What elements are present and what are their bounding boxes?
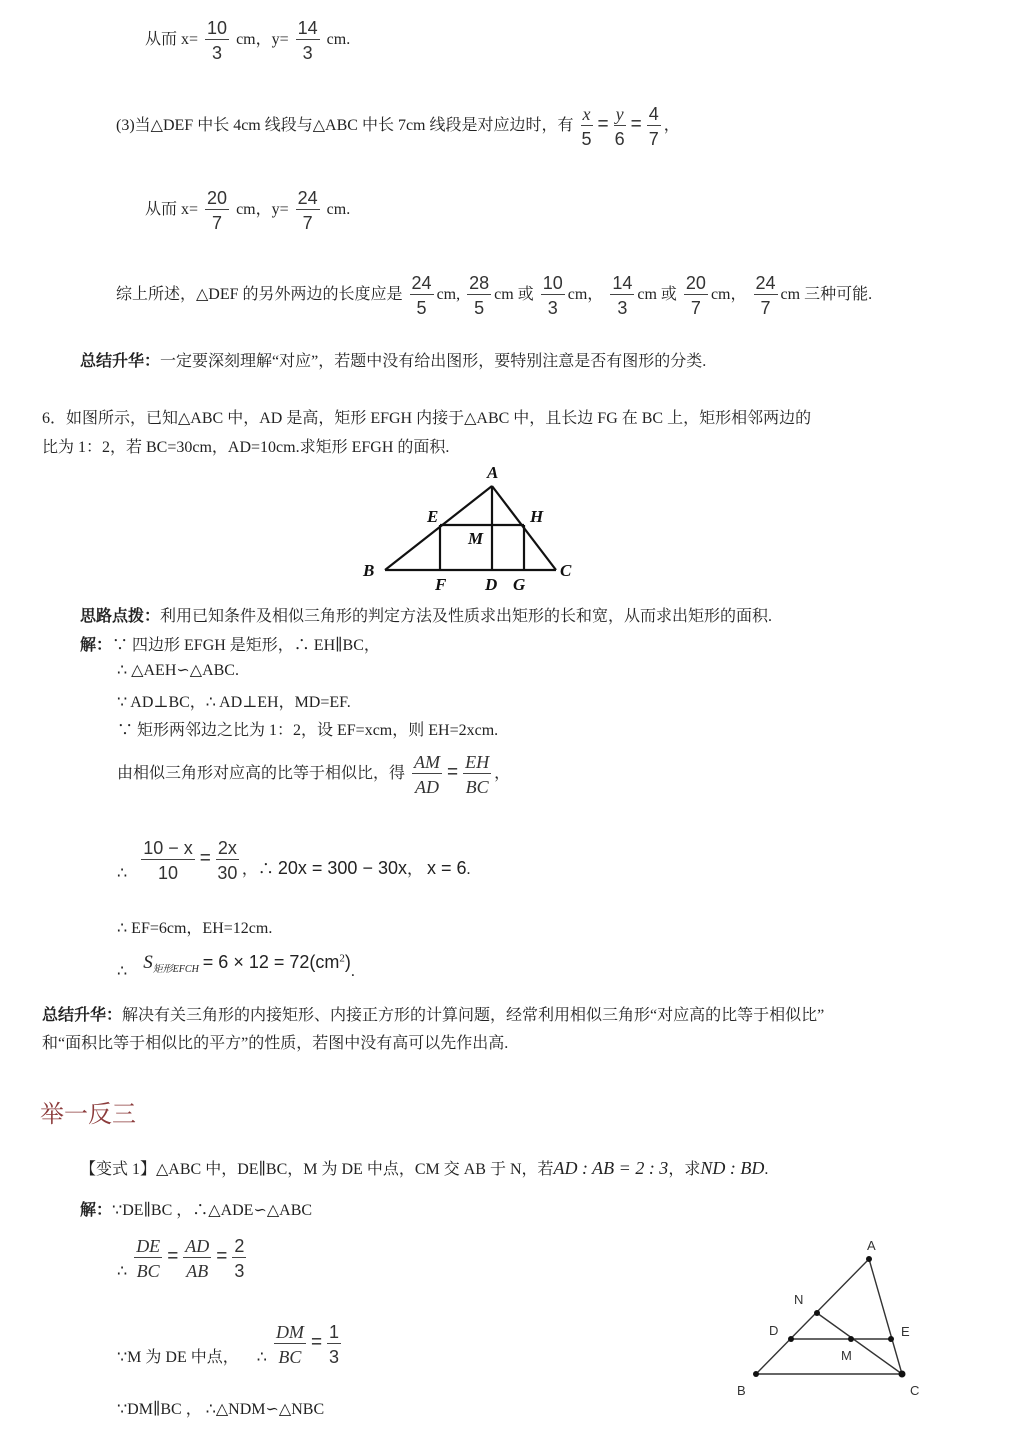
solution-line-4: ∵ 矩形两邻边之比为 1：2，设 EF=xcm，则 EH=2xcm. [117, 722, 499, 739]
fraction-eh-bc: $\frac{EH}{BC}$ [465, 752, 490, 797]
triangle-rectangle-figure [360, 460, 585, 595]
fraction: $\frac{20}{7}$ [685, 273, 706, 318]
point-n [814, 1310, 820, 1316]
point-d [788, 1336, 794, 1342]
section-heading: 举一反三 [40, 1101, 136, 1128]
fraction-2x-30: $\frac{2x}{30}$ [217, 838, 238, 883]
fraction: $\frac{28}{5}$ [469, 273, 490, 318]
solution-line-2: ∴ △AEH∽△ABC. [117, 662, 239, 679]
summary-2-line-1: 总结升华：解决有关三角形的内接矩形、内接正方形的计算问题，经常利用相似三角形“对应高的比等于相似比” [42, 1007, 825, 1024]
text: cm，y= [236, 201, 289, 219]
variant-1-solution-3: ∵M 为 DE 中点， ∴ $\frac{DM}{BC}$ = $\frac{1}{3}$ [117, 1322, 340, 1367]
solution-line-8: ∴ $S_{矩形EFCH} = 6 \times 12 = 72(cm^2)$. [117, 952, 355, 980]
label-h: H [530, 507, 544, 526]
point-b [753, 1371, 759, 1377]
label-d: D [769, 1323, 779, 1338]
fraction-x-5: $\frac{x}{5}$ [581, 104, 592, 149]
fraction-x: $\frac{20}{7}$ [207, 188, 228, 233]
point-e [888, 1336, 894, 1342]
label-a: A [867, 1238, 876, 1253]
side-ac [869, 1259, 902, 1374]
hint [80, 603, 772, 626]
fraction-y-6: $\frac{y}{6}$ [614, 104, 625, 149]
label-f: F [435, 575, 447, 594]
text: cm，y= [236, 31, 289, 49]
fraction-am-ad: $\frac{AM}{AD}$ [414, 752, 441, 797]
summary-2-line-2: 和“面积比等于相似比的平方”的性质，若图中没有高可以先作出高. [42, 1035, 509, 1052]
label-e: E [427, 507, 439, 526]
label-g: G [513, 575, 526, 594]
label-c: C [560, 561, 572, 580]
summary-label: 总结升华： [80, 353, 161, 370]
fraction-2-3: $\frac{2}{3}$ [234, 1236, 245, 1281]
variant-1-question: 【变式 1】△ABC 中，DE∥BC，M 为 DE 中点，CM 交 AB 于 N，若AD : AB = 2 : 3，求ND : BD. [80, 1158, 769, 1178]
fraction-y: $\frac{14}{3}$ [297, 18, 318, 63]
point-c [899, 1371, 906, 1378]
label-b: B [363, 561, 375, 580]
solution-line-7: ∴ EF=6cm，EH=12cm. [117, 920, 273, 937]
summary-text: 一定要深刻理解“对应”，若题中没有给出图形，要特别注意是否有图形的分类. [160, 353, 707, 370]
text: 从而 x= [145, 31, 199, 49]
fraction-de-bc: $\frac{DE}{BC}$ [136, 1236, 161, 1281]
variant-1-figure [725, 1232, 940, 1407]
solution-line-1: 解：∵ 四边形 EFGH 是矩形，∴ EH∥BC， [80, 637, 380, 654]
side-ab [756, 1259, 869, 1374]
summary-1 [80, 348, 706, 371]
solution-line-3: ∵ AD⊥BC，∴ AD⊥EH，MD=EF. [117, 694, 351, 711]
fraction: $\frac{24}{7}$ [755, 273, 776, 318]
fraction: $\frac{14}{3}$ [612, 273, 633, 318]
variant-1-solution-1: 解：∵DE∥BC ，∴△ADE∽△ABC [80, 1202, 313, 1219]
solution-line-5: 由相似三角形对应高的比等于相似比，得 $\frac{AM}{AD}$ = $\frac{EH}{BC}$ ， [117, 752, 511, 797]
fraction: $\frac{10}{3}$ [542, 273, 563, 318]
label-e: E [901, 1324, 910, 1339]
side-ab [385, 486, 492, 570]
fraction-x: $\frac{10}{3}$ [207, 18, 228, 63]
label-d: D [485, 575, 498, 594]
text: cm. [326, 201, 351, 219]
label-a: A [487, 463, 499, 482]
fraction-1-3: $\frac{1}{3}$ [329, 1322, 340, 1367]
fraction: $\frac{24}{5}$ [411, 273, 432, 318]
text: 综上所述，△DEF 的另外两边的长度应是 [116, 286, 403, 304]
text: 从而 x= [145, 201, 199, 219]
variant-1-solution-4: ∵DM∥BC ， ∴△NDM∽△NBC [117, 1401, 325, 1418]
fraction-10-x: $\frac{10 - x}{10}$ [143, 838, 193, 883]
line-x-y-10-3 [145, 18, 350, 63]
fraction-dm-bc: $\frac{DM}{BC}$ [275, 1322, 304, 1367]
point-a [866, 1256, 872, 1262]
conclusion-line: 综上所述，△DEF 的另外两边的长度应是 $\frac{24}{5}$ cm, $\frac{28}{5}$ cm 或 $\frac{10}{3}$ cm， $\frac{14}{3}$ cm 或 $\frac{20}{7}$ cm， $\frac{24}{7}$ cm 三种可能. [116, 273, 873, 318]
label-c: C [910, 1383, 920, 1398]
hint-label: 思路点拨： [80, 608, 161, 625]
variant-1-solution-2: ∴ $\frac{DE}{BC}$ = $\frac{AD}{AB}$ = $\frac{2}{3}$ [117, 1236, 245, 1281]
line-x-y-20-7 [145, 188, 350, 233]
fraction-ad-ab: $\frac{AD}{AB}$ [185, 1236, 210, 1281]
problem-6-line-2: 比为 1：2，若 BC=30cm，AD=10cm.求矩形 EFGH 的面积. [42, 439, 450, 456]
problem-6-line-1: 6．如图所示，已知△ABC 中，AD 是高，矩形 EFGH 内接于△ABC 中，且长边 FG 在 BC 上，矩形相邻两边的 [42, 410, 812, 427]
text: (3)当△DEF 中长 4cm 线段与△ABC 中长 7cm 线段是对应边时，有 [116, 117, 574, 135]
label-n: N [794, 1292, 804, 1307]
fraction-y: $\frac{24}{7}$ [297, 188, 318, 233]
hint-text: 利用已知条件及相似三角形的判定方法及性质求出矩形的长和宽，从而求出矩形的面积. [160, 608, 773, 625]
case-3-line: (3)当△DEF 中长 4cm 线段与△ABC 中长 7cm 线段是对应边时，有 $\frac{x}{5}$ = $\frac{y}{6}$ = $\frac{4}{7}$ ， [116, 104, 680, 149]
label-b: B [737, 1383, 746, 1398]
fraction-4-7: $\frac{4}{7}$ [648, 104, 659, 149]
segment-nc [817, 1313, 902, 1374]
text: cm. [326, 31, 351, 49]
label-m: M [841, 1348, 852, 1363]
label-m: M [468, 529, 484, 548]
solution-line-6: ∴ $\frac{10 - x}{10}$ = $\frac{2x}{30}$ ，∴ 20x = 300 − 30x， x = 6. [117, 838, 471, 883]
point-m [848, 1336, 854, 1342]
